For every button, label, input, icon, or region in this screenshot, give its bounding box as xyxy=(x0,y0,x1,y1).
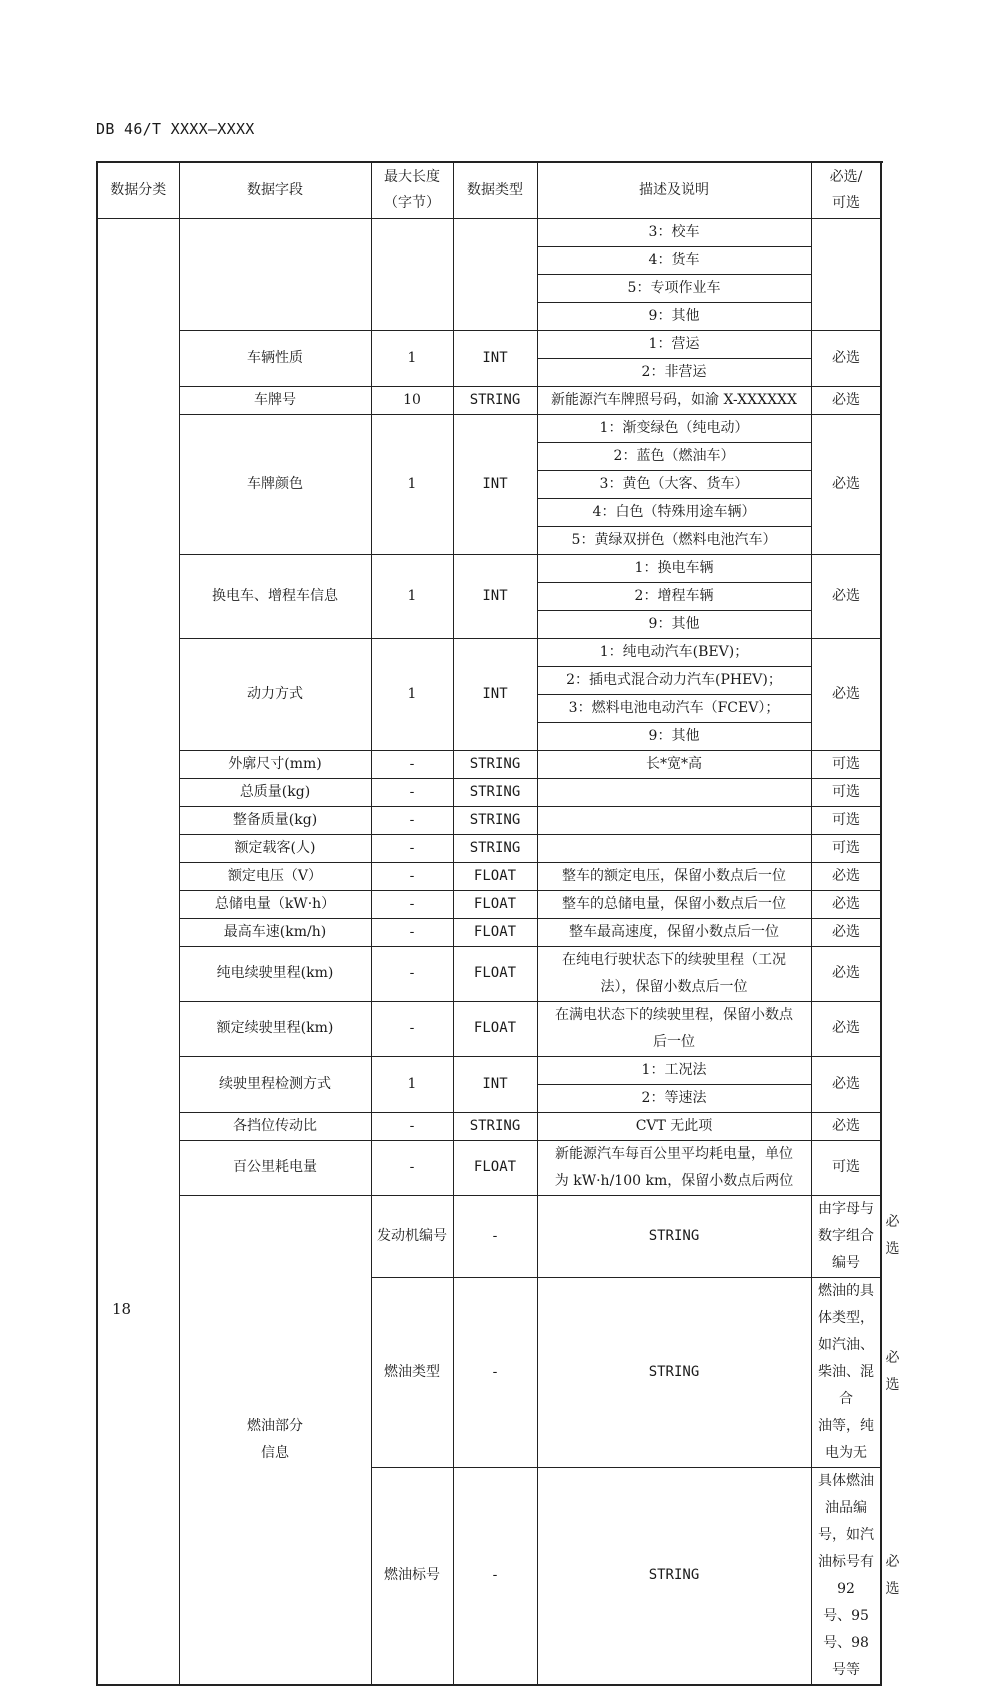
col-header-desc: 描述及说明 xyxy=(537,162,811,218)
req-cell: 必选 xyxy=(811,918,881,946)
table-row: 燃油类型 - STRING 燃油的具体类型，如汽油、柴油、混合 油等，纯电为无 必选 xyxy=(97,1277,881,1467)
len-cell: - xyxy=(371,918,453,946)
field-cell: 额定载客(人) xyxy=(179,834,371,862)
len-cell: 1 xyxy=(371,554,453,638)
field-cell: 外廓尺寸(mm) xyxy=(179,750,371,778)
option-cell: 9：其他 xyxy=(537,610,811,638)
field-cell: 额定电压（V） xyxy=(179,862,371,890)
desc-cell: CVT 无此项 xyxy=(537,1112,811,1140)
type-cell: STRING xyxy=(453,1112,537,1140)
option-cell: 2：插电式混合动力汽车(PHEV)； xyxy=(537,666,811,694)
req-cell: 必选 xyxy=(811,1001,881,1056)
col-header-category: 数据分类 xyxy=(97,162,179,218)
desc-cell xyxy=(537,834,811,862)
option-cell: 3：黄色（大客、货车） xyxy=(537,470,811,498)
option-cell: 5：黄绿双拼色（燃料电池汽车） xyxy=(537,526,811,554)
category-cell-vehicle xyxy=(97,218,179,1685)
table-row xyxy=(97,330,881,358)
len-cell: - xyxy=(371,946,453,1001)
table-row xyxy=(97,834,881,862)
field-cell: 发动机编号 xyxy=(371,1195,453,1277)
len-cell: - xyxy=(453,1195,537,1277)
option-cell: 1：纯电动汽车(BEV)； xyxy=(537,638,811,666)
len-cell: 10 xyxy=(371,386,453,414)
option-cell: 5：专项作业车 xyxy=(537,274,811,302)
req-cell: 可选 xyxy=(811,1140,881,1195)
field-cell: 各挡位传动比 xyxy=(179,1112,371,1140)
option-cell: 9：其他 xyxy=(537,722,811,750)
col-header-field: 数据字段 xyxy=(179,162,371,218)
desc-cell: 整车的额定电压，保留小数点后一位 xyxy=(537,862,811,890)
desc-cell: 新能源汽车每百公里平均耗电量，单位 为 kW·h/100 km，保留小数点后两位 xyxy=(537,1140,811,1195)
option-cell: 4：货车 xyxy=(537,246,811,274)
field-cell: 动力方式 xyxy=(179,638,371,750)
req-cell: 可选 xyxy=(811,806,881,834)
type-cell: FLOAT xyxy=(453,1140,537,1195)
field-cell: 总储电量（kW·h） xyxy=(179,890,371,918)
field-cell xyxy=(179,218,371,330)
table-row xyxy=(97,1140,881,1195)
req-cell: 必选 xyxy=(811,330,881,386)
table-row xyxy=(97,778,881,806)
field-cell: 额定续驶里程(km) xyxy=(179,1001,371,1056)
type-cell: STRING xyxy=(537,1195,811,1277)
type-cell: FLOAT xyxy=(453,862,537,890)
len-cell: - xyxy=(371,890,453,918)
req-cell: 必选 xyxy=(811,862,881,890)
table-row xyxy=(97,386,881,414)
len-cell: - xyxy=(453,1277,537,1467)
desc-cell: 长*宽*高 xyxy=(537,750,811,778)
type-cell: FLOAT xyxy=(453,946,537,1001)
table-row xyxy=(97,554,881,582)
option-cell: 9：其他 xyxy=(537,302,811,330)
option-cell: 1：工况法 xyxy=(537,1056,811,1084)
table-row xyxy=(97,414,881,442)
option-cell: 2：等速法 xyxy=(537,1084,811,1112)
field-cell: 车牌号 xyxy=(179,386,371,414)
desc-cell: 新能源汽车牌照号码，如渝 X-XXXXXX xyxy=(537,386,811,414)
req-cell xyxy=(811,218,881,330)
len-cell: - xyxy=(371,806,453,834)
field-cell: 燃油类型 xyxy=(371,1277,453,1467)
desc-cell: 整车最高速度，保留小数点后一位 xyxy=(537,918,811,946)
field-cell: 换电车、增程车信息 xyxy=(179,554,371,638)
len-cell: - xyxy=(453,1467,537,1685)
len-cell: - xyxy=(371,750,453,778)
req-cell: 可选 xyxy=(811,778,881,806)
req-cell: 必选 xyxy=(811,1112,881,1140)
desc-cell: 燃油的具体类型，如汽油、柴油、混合 油等，纯电为无 xyxy=(811,1277,881,1467)
len-cell: 1 xyxy=(371,1056,453,1112)
col-header-type: 数据类型 xyxy=(453,162,537,218)
option-cell: 3：燃料电池电动汽车（FCEV）； xyxy=(537,694,811,722)
req-cell: 必选 xyxy=(811,386,881,414)
req-cell: 必选 xyxy=(811,414,881,554)
type-cell: FLOAT xyxy=(453,890,537,918)
field-cell: 百公里耗电量 xyxy=(179,1140,371,1195)
req-cell: 必选 xyxy=(811,890,881,918)
field-cell: 车牌颜色 xyxy=(179,414,371,554)
desc-cell: 在满电状态下的续驶里程，保留小数点 后一位 xyxy=(537,1001,811,1056)
table-row xyxy=(97,1112,881,1140)
type-cell: STRING xyxy=(453,806,537,834)
len-cell xyxy=(371,218,453,330)
type-cell: INT xyxy=(453,330,537,386)
len-cell: 1 xyxy=(371,638,453,750)
len-cell: - xyxy=(371,778,453,806)
col-header-required: 必选/ 可选 xyxy=(811,162,881,218)
option-cell: 2：非营运 xyxy=(537,358,811,386)
data-spec-table xyxy=(96,161,900,1686)
field-cell: 续驶里程检测方式 xyxy=(179,1056,371,1112)
option-cell: 3：校车 xyxy=(537,218,811,246)
field-cell: 纯电续驶里程(km) xyxy=(179,946,371,1001)
option-cell: 2：蓝色（燃油车） xyxy=(537,442,811,470)
table-header-row xyxy=(97,162,881,218)
option-cell: 1：渐变绿色（纯电动） xyxy=(537,414,811,442)
type-cell: STRING xyxy=(453,778,537,806)
type-cell: STRING xyxy=(453,750,537,778)
type-cell: FLOAT xyxy=(453,1001,537,1056)
page-number: 18 xyxy=(112,1300,132,1318)
option-cell: 2：增程车辆 xyxy=(537,582,811,610)
type-cell: STRING xyxy=(453,834,537,862)
table-row: 燃油部分 信息 发动机编号 - STRING 由字母与数字组合编号 必选 xyxy=(97,1195,881,1277)
len-cell: - xyxy=(371,862,453,890)
category-cell-fuel: 燃油部分 信息 xyxy=(179,1195,371,1685)
option-cell: 4：白色（特殊用途车辆） xyxy=(537,498,811,526)
table-row xyxy=(97,918,881,946)
type-cell: INT xyxy=(453,414,537,554)
req-cell: 可选 xyxy=(811,834,881,862)
req-cell: 必选 xyxy=(811,638,881,750)
table-row xyxy=(97,1056,881,1084)
field-cell: 车辆性质 xyxy=(179,330,371,386)
table-row xyxy=(97,1001,881,1056)
type-cell: FLOAT xyxy=(453,918,537,946)
len-cell: - xyxy=(371,1140,453,1195)
type-cell: INT xyxy=(453,554,537,638)
table-row: 燃油标号 - STRING 具体燃油油品编号，如汽油标号有 92 号、95 号、98 号等 必选 xyxy=(97,1467,881,1685)
len-cell: 1 xyxy=(371,330,453,386)
desc-cell xyxy=(537,806,811,834)
desc-cell: 由字母与数字组合编号 xyxy=(811,1195,881,1277)
field-cell: 总质量(kg) xyxy=(179,778,371,806)
field-cell: 整备质量(kg) xyxy=(179,806,371,834)
req-cell: 必选 xyxy=(811,1056,881,1112)
len-cell: 1 xyxy=(371,414,453,554)
type-cell: STRING xyxy=(537,1467,811,1685)
len-cell: - xyxy=(371,1112,453,1140)
type-cell: INT xyxy=(453,638,537,750)
table-row xyxy=(97,890,881,918)
req-cell: 必选 xyxy=(811,554,881,638)
desc-cell: 整车的总储电量，保留小数点后一位 xyxy=(537,890,811,918)
type-cell: INT xyxy=(453,1056,537,1112)
table-row xyxy=(97,946,881,1001)
table-row xyxy=(97,806,881,834)
type-cell xyxy=(453,218,537,330)
req-cell: 必选 xyxy=(811,946,881,1001)
desc-cell xyxy=(537,778,811,806)
table-row xyxy=(97,862,881,890)
option-cell: 1：营运 xyxy=(537,330,811,358)
len-cell: - xyxy=(371,834,453,862)
table-row xyxy=(97,218,881,246)
type-cell: STRING xyxy=(453,386,537,414)
table-row xyxy=(97,750,881,778)
col-header-maxlen: 最大长度 （字节） xyxy=(371,162,453,218)
desc-cell: 具体燃油油品编号，如汽油标号有 92 号、95 号、98 号等 xyxy=(811,1467,881,1685)
req-cell: 可选 xyxy=(811,750,881,778)
document-header: DB 46/T XXXX—XXXX xyxy=(96,120,255,138)
table-row xyxy=(97,638,881,666)
desc-cell: 在纯电行驶状态下的续驶里程（工况 法），保留小数点后一位 xyxy=(537,946,811,1001)
type-cell: STRING xyxy=(537,1277,811,1467)
field-cell: 最高车速(km/h) xyxy=(179,918,371,946)
field-cell: 燃油标号 xyxy=(371,1467,453,1685)
len-cell: - xyxy=(371,1001,453,1056)
option-cell: 1：换电车辆 xyxy=(537,554,811,582)
